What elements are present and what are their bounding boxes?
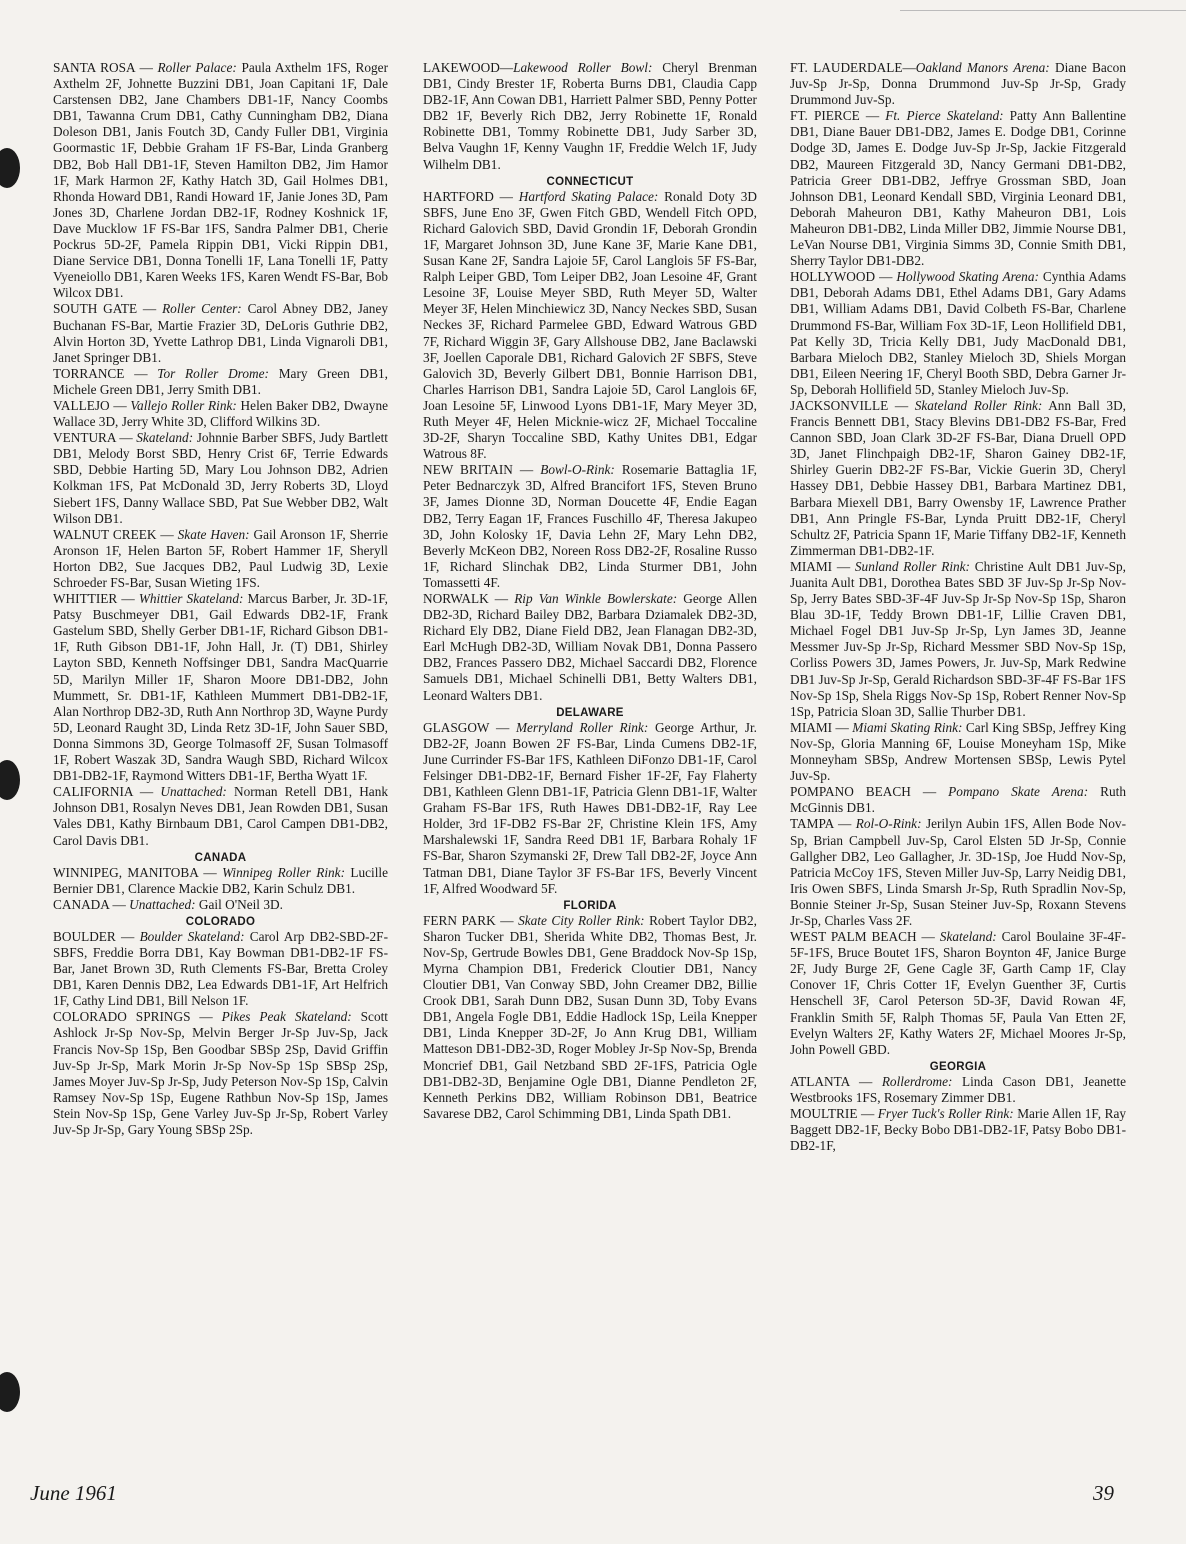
skater-list: Robert Taylor DB2, Sharon Tucker DB1, Sherida White DB2, Thomas Best, Jr. Nov-Sp, Gertrude Bowles DB1, Gene Braddock Nov-Sp 1Sp, Myrna Champion DB1, Frederick Cloutier DB1, Nancy Cloutier DB1, Van Conway SBD, John Creamer DB2, Billie Crook DB1, Sarah Dunn DB2, Susan Dunn 3D, Toby Evans DB1, Angela Fogle DB1, Eddie Hadlock 1Sp, Leila Knepper DB1, Linda Knepper 3D-2F, Jo Ann Krug DB1, William Matteson DB1-DB2-3D, Roger Mobley Jr-Sp Nov-Sp, Brenda Moncrief DB1, Gail Netzband SBD 2F-1FS, Patricia Ogle DB1-DB2-3D, Benjamine Ogle DB1, Dianne Pendleton 2F, Kenneth Perkins DB2, William Robinson DB1, Beatrice Savarese DB2, Carol Schimming DB1, Linda Spath DB1.	[423, 912, 757, 1121]
skater-list: Rosemarie Battaglia 1F, Peter Bednarczyk 3D, Alfred Brancifort 1FS, Steven Bruno 3F, James Dionne 3D, Norman Doucette 4F, Endie Eagan DB2, Terry Eagan 1F, Frances Fuschillo 4F, Theresa Jakupeo 3D, John Kolosky 1F, Davia Lehn 2F, Mary Lehn DB2, Beverly McKeon DB2, Noreen Ross DB2-2F, Rosaline Russo 1F, Richard Slinchak DB2, Linda Sturmer DB1, John Tomassetti 4F.	[423, 462, 757, 590]
skater-list: George Arthur, Jr. DB2-2F, Joann Bowen 2F FS-Bar, Linda Cumens DB2-1F, June Currinder FS-Bar 1FS, Kathleen DiFonzo DB1-1F, Carol Felsinger DB1-DB2-1F, Bernard Fisher 1F-2F, Fay Flaherty DB1, Kathleen Glenn DB1-1F, Patricia Glenn DB1-1F, Walter Graham FS-Bar 1FS, Ruth Hawes DB1-DB2-1F, Ray Lee Holder, 3rd 1F-DB2 FS-Bar 2F, Christine Klein 1FS, Amy Marshalewski 1F, Sandra Reed DB1 1F, Barbara Rohaly 1F FS-Bar, Sharon Szymanski 2F, Drew Tall DB2-2F, Joyce Ann Tatman DB1, Diane Taylor 3F FS-Bar 1FS, Beverly Vincent 1F, Alfred Woodward 5F.	[423, 719, 757, 896]
skater-list: Christine Ault DB1 Juv-Sp, Juanita Ault DB1, Dorothea Bates SBD 3F Juv-Sp Jr-Sp Nov-Sp, Jerry Bates SBD-3F-4F Juv-Sp Jr-Sp Nov-Sp 1Sp, Sharon Blau 3D-1F, Teddy Brown DB1-1F, Lillie Craven DB1, Michael Fogel DB1 Juv-Sp Jr-Sp, Lyn James 3D, Jeanne Messmer Juv-Sp Jr-Sp, Richard Messmer SBD Nov-Sp 1Sp, Corliss Powers 3D, James Powers, Jr. Juv-Sp, Mark Redwine DB1 Juv-Sp Jr-Sp, Gerald Richardson SBD-3F-4F FS-Bar 1FS Nov-Sp 1Sp, Shela Riggs Nov-Sp 1Sp, Robert Renner Nov-Sp 1Sp, Patricia Sloan 3D, Sallie Thurber DB1.	[790, 558, 1127, 719]
rink-name: Hartford Skating Palace:	[518, 188, 659, 204]
city-entry	[790, 559, 1126, 720]
rink-name: Rollerdrome:	[881, 1073, 953, 1089]
city-name: TAMPA —	[790, 816, 856, 832]
top-edge-line	[900, 0, 1186, 11]
skater-list: Scott Ashlock Jr-Sp Nov-Sp, Melvin Berger Jr-Sp Juv-Sp, Jack Francis Nov-Sp 1Sp, Ben Goodbar SBSp 2Sp, David Griffin Juv-Sp Jr-Sp, Mark Morin Jr-Sp Nov-Sp 1Sp SBSp 2Sp, James Moyer Juv-Sp Jr-Sp, Judy Peterson Nov-Sp 1Sp, Calvin Ramsey Nov-Sp 1Sp, Eugene Rathbun Nov-Sp 1Sp, James Stein Nov-Sp 1Sp, Gene Varley Juv-Sp Jr-Sp, Robert Varley Juv-Sp Jr-Sp, Gary Young SBSp 2Sp.	[53, 1009, 388, 1137]
city-entry	[53, 366, 388, 398]
skater-list: Gail O'Neil 3D.	[195, 896, 283, 912]
rink-name: Skate City Roller Rink:	[518, 912, 645, 928]
city-name: CANADA —	[53, 896, 130, 912]
binder-hole-icon	[0, 148, 20, 188]
rink-name: Skateland Roller Rink:	[914, 397, 1043, 413]
city-name: LAKEWOOD—	[423, 60, 514, 75]
skater-list: George Allen DB2-3D, Richard Bailey DB2, Barbara Dziamalek DB2-3D, Richard Ely DB2, Diane Field DB2, Jean Flanagan DB2-3D, Earl McHugh DB2-3D, William Novak DB1, Donna Passero DB2, Frances Passero DB2, Michael Saccardi DB2, Florence Samuels DB1, Michael Schinelli DB1, Betty Walters DB1, Leonard Walters DB1.	[423, 591, 757, 703]
column-2	[423, 60, 757, 1122]
rink-name: Vallejo Roller Rink:	[130, 397, 237, 413]
city-name: VENTURA —	[53, 430, 137, 446]
skater-list: Carl King SBSp, Jeffrey King Nov-Sp, Gloria Manning 6F, Louise Moneyham 1Sp, Mike Monneyham SBSp, Andrew Mortensen SBSp, Lewis Pytel Juv-Sp.	[790, 719, 1126, 784]
city-name: FT. LAUDERDALE—	[790, 60, 916, 75]
rink-name: Unattached:	[160, 784, 227, 800]
skater-list: Gail Aronson 1F, Sherrie Aronson 1F, Helen Barton 5F, Robert Hammer 1F, Sheryll Horton DB2, Sue Jacques DB2, Paul Ludwig 3D, Lexie Schroeder FS-Bar, Susan Wieting 1FS.	[53, 526, 389, 590]
city-entry	[53, 430, 388, 527]
rink-name: Roller Palace:	[157, 60, 237, 75]
skater-list: Jerilyn Aubin 1FS, Allen Bode Nov-Sp, Brian Campbell Juv-Sp, Carol Elsten 5D Jr-Sp, Connie Gallgher DB2, Leo Gallagher, Jr. 3D-1Sp, Joe Hudd Nov-Sp, Patricia McCoy 1FS, Steven Miller Juv-Sp, Larry Neidig DB1, Iris Owen SBFS, Linda Smarsh Jr-Sp, Ruth Spradlin Nov-Sp, Bonnie Steiner Jr-Sp, Susan Steiner Juv-Sp, Roxann Stevens Jr-Sp, Charles Vass 2F.	[790, 816, 1126, 928]
skater-list: Mary Green DB1, Michele Green DB1, Jerry Smith DB1.	[53, 365, 388, 397]
rink-name: Rol-O-Rink:	[855, 816, 922, 832]
skater-list: Carol Abney DB2, Janey Buchanan FS-Bar, Martie Frazier 3D, DeLoris Guthrie DB2, Alvin Horton 3D, Yvette Lathrop DB1, Linda Vignaroli DB1, Janet Springer DB1.	[53, 301, 388, 365]
city-entry	[790, 1074, 1126, 1106]
skater-list: Ronald Doty 3D SBFS, June Eno 3F, Gwen Fitch GBD, Wendell Fitch OPD, Richard Galovich SBD, David Grondin 1F, Deborah Grondin 1F, Margaret Johnson 3D, June Kane 3F, Marie Kane DB1, Susan Kane 2F, Sandra Lajoie 5F, Carol Langlois 5F FS-Bar, Ralph Leiper GBD, Tom Leiper DB2, Joan Lesoine 4F, Grant Lesoine 3F, Louise Meyer SBD, Ruth Meyer 5D, Walter Meyer 3F, Helen Minchiewicz 3D, Nancy Neckes SBD, Susan Neckes 3F, Richard Parmelee GBD, Edward Watrous GBD 7F, Richard Wiggin 3F, Gary Allshouse DB2, Jane Baclawski 3F, Joellen Caporale DB1, Richard Galovich 2F SBFS, Steve Galovich 3D, Beverly Gilbert DB1, Bonnie Harrison DB1, Charles Harrison DB1, Sandra Lajoie 5D, Carol Langlois 6F, Joan Lesoine 5F, Linwood Lyons DB1-1F, Mary Meyer 3D, Ruth Meyer 4F, Helen Micknie-wicz 2F, Michael Toccaline 3D-2F, Sharyn Toccaline SBD, Kathy Unites DB1, Edgar Watrous 8F.	[423, 188, 757, 462]
city-name: VALLEJO —	[53, 397, 131, 413]
rink-name: Bowl-O-Rink:	[540, 462, 615, 478]
skater-list: Paula Axthelm 1FS, Roger Axthelm 2F, Johnette Buzzini DB1, Joan Capitani 1F, Dale Carstensen DB2, Jane Chambers DB1-1F, Nancy Coombs DB1, Tawanna Crum DB1, Cathy Cunningham DB2, Diana Doleson DB1, Janis Foutch 3D, Candy Fuller DB1, Virginia Goormastic 1F, Debbie Graham 1F FS-Bar, Linda Granberg DB2, Bob Hall DB1-1F, Steven Hamilton DB2, Jim Hamor 1F, Mark Harmon 2F, Kathy Hatch 3D, Gail Holmes DB1, Rhonda Howard DB1, Randi Howard 1F, Janie Jones 3D, Pam Jones 3D, Charlene Jordan DB2-1F, Rodney Koshnick 1F, Dave Mucklow 1F FS-Bar 1FS, Sandra Palmer DB1, Cherie Pockrus 5D-2F, Pamela Rippin DB1, Vicki Rippin DB1, Diane Service DB1, Donna Tonelli 1F, Lana Tonelli 1F, Patty Vyeneiollo DB1, Karen Weeks 1FS, Karen Wendt FS-Bar, Bob Wilcox DB1.	[53, 60, 389, 301]
city-name: COLORADO SPRINGS —	[53, 1009, 222, 1025]
city-entry	[790, 60, 1126, 108]
city-name: HARTFORD —	[423, 188, 519, 204]
city-entry	[790, 816, 1126, 929]
city-name: NORWALK —	[423, 591, 515, 606]
city-entry	[53, 897, 388, 913]
skater-list: Johnnie Barber SBFS, Judy Bartlett DB1, Melody Borst SBD, Henry Crist 6F, Terrie Edwards SBD, Debbie Harting 5D, Mary Lou Johnson DB2, Adrien Kolkman 1FS, Pat McDonald 3D, Jerry Roberts 3D, Lloyd Siebert 1FS, Danny Wallace SBD, Pat Sue Webber DB2, Walt Wilson DB1.	[53, 430, 388, 526]
city-entry	[53, 527, 388, 591]
skater-list: Ruth McGinnis DB1.	[790, 784, 1127, 816]
rink-name: Fryer Tuck's Roller Rink:	[877, 1106, 1014, 1121]
skater-list: Linda Cason DB1, Jeanette Westbrooks 1FS, Rosemary Zimmer DB1.	[790, 1073, 1126, 1105]
city-entry	[790, 929, 1126, 1058]
city-name: TORRANCE —	[53, 365, 158, 381]
city-name: WHITTIER —	[53, 591, 139, 607]
skater-list: Patty Ann Ballentine DB1, Diane Bauer DB1-DB2, James E. Dodge DB1, Corinne Dodge 3D, James E. Dodge Juv-Sp Jr-Sp, Jackie Fitzgerald DB2, Maureen Fitzgerald 3D, Nancy Germani DB1-DB2, Patricia Greer DB1-DB2, Jeffrye Grossman SBD, Joan Johnson DB1, Leonard Kendall SBD, Virginia Leonard DB1, Deborah Maheuron DB1, Kathy Maheuron DB1, Lois Maheuron DB1-DB2, Linda Miller DB2, Jimmie Nourse DB1, LeVan Nourse DB1, Virginia Simms 3D, Connie Smith DB1, Sherry Taylor DB1-DB2.	[790, 108, 1126, 269]
city-name: POMPANO BEACH —	[790, 784, 949, 800]
rink-name: Oakland Manors Arena:	[915, 60, 1050, 75]
skater-list: Cynthia Adams DB1, Deborah Adams DB1, Ethel Adams DB1, Gary Adams DB1, William Adams DB1, David Colbeth FS-Bar, Charlene Drummond FS-Bar, William Fox 3D-1F, Leon Hollifield DB1, Pat Kelly 3D, Tricia Kelly DB1, Judy MacDonald DB1, Barbara Mieloch DB2, Stanley Mieloch 3D, Shiels Morgan DB1, Eileen Neering 1F, Cheryl Booth SBD, Debra Garner Jr-Sp, Deborah Hollifield 5D, Stanley Mieloch Juv-Sp.	[790, 269, 1126, 397]
skater-list: Cheryl Brenman DB1, Cindy Brester 1F, Roberta Burns DB1, Claudia Capp DB2-1F, Ann Cowan DB1, Harriett Palmer SBD, Penny Potter DB2 1F, Beverly Rich DB2, Jerry Robinette 1F, Ronald Robinette DB1, Tommy Robinette DB1, Judy Sarber 3D, Belva Vaughn 1F, Kenny Vaughn 1F, Freddie Welch 1F, Judy Wilhelm DB1.	[423, 60, 757, 172]
city-name: BOULDER —	[53, 928, 140, 944]
rink-name: Hollywood Skating Arena:	[896, 269, 1039, 285]
rink-name: Miami Skating Rink:	[852, 719, 963, 735]
city-name: MOULTRIE —	[790, 1106, 878, 1121]
skater-list: Lucille Bernier DB1, Clarence Mackie DB2, Karin Schulz DB1.	[53, 864, 388, 896]
rink-name: Lakewood Roller Bowl:	[513, 60, 653, 75]
rink-name: Pikes Peak Skateland:	[221, 1009, 352, 1025]
skater-list: Marcus Barber, Jr. 3D-1F, Patsy Buschmeyer DB1, Gail Edwards DB2-1F, Frank Gastelum SBD, Shelly Gerber DB1-1F, Richard Gibson DB1-1F, Ruth Gibson DB1-1F, John Hall, Jr. (T) DB1, Shirley Layton SBD, Kenneth Noffsinger DB1, Sandra MacQuarrie 5D, Marilyn Miller 1F, Sharon Moore DB1-DB2, John Mummett, Sr. DB1-1F, Kathleen Mummert DB1-DB2-1F, Alan Northrop DB2-3D, Ruth Ann Northrop 3D, Wayne Purdy 5D, Leonard Raught 3D, Linda Retz 3D-1F, John Sauer SBD, Donna Simmons 3D, George Tolmasoff 2F, Susan Tolmasoff 1F, Robert Waszak 3D, Sandra Waugh SBD, Richard Wilcox DB1-DB2-1F, Raymond Witters DB1-1F, Bertha Wyatt 1F.	[53, 591, 388, 784]
city-entry	[790, 1106, 1126, 1154]
skater-list: Ann Ball 3D, Francis Bennett DB1, Stacy Blevins DB1-DB2 FS-Bar, Fred Cannon SBD, Joan Clark 3D-2F FS-Bar, Diana Druell OPD 3D, Janet Flinchpaigh DB2-1F, Sharon Gainey DB2-1F, Shirley Guerin DB2-2F FS-Bar, Vickie Guerin 3D, Cheryl Hassey DB1, Debbie Hassey DB1, Barbara Martinez DB1, Barbara Miexell DB1, Barry Owensby 1F, Lawrence Prather DB1, Ann Pringle FS-Bar, Lynda Pruitt DB2-1F, Cheryl Schultz 2F, Patricia Spann 1F, Marie Tiffany DB2-1F, Kenneth Zimmerman DB1-DB2-1F.	[790, 397, 1127, 558]
city-entry	[53, 301, 388, 365]
city-name: ATLANTA —	[790, 1073, 882, 1089]
rink-name: Skateland:	[136, 430, 194, 446]
rink-name: Ft. Pierce Skateland:	[885, 108, 1004, 124]
issue-date: June 1961	[30, 1481, 117, 1505]
city-entry	[53, 591, 388, 784]
city-entry	[53, 1009, 388, 1138]
column-1	[53, 60, 388, 1138]
binder-hole-icon	[0, 760, 20, 800]
city-entry	[423, 60, 757, 173]
skater-list: Norman Retell DB1, Hank Johnson DB1, Rosalyn Neves DB1, Jean Rowden DB1, Susan Vales DB1, Kathy Birnbaum DB1, Carol Campen DB1-DB2, Carol Davis DB1.	[53, 784, 388, 848]
city-entry	[423, 189, 757, 463]
skater-list: Carol Boulaine 3F-4F-5F-1FS, Bruce Boutet 1FS, Sharon Boynton 4F, Janice Burge 2F, Judy Burge 2F, Gene Cagle 3F, Garth Camp 1F, Clay Conover 1F, Chris Cotter 1F, Evelyn Guenther 3F, Curtis Henschell 3F, Carol Peterson 5D-3F, David Rowan 4F, Franklin Smith 5F, Ralph Thomas 5F, Paula Van Etten 2F, Evelyn Walters 2F, Kathy Waters 2F, Michael Moores Jr-Sp, John Powell GBD.	[790, 929, 1126, 1057]
city-name: FT. PIERCE —	[790, 108, 886, 124]
state-heading: FLORIDA	[563, 899, 617, 912]
rink-name: Unattached:	[129, 896, 196, 912]
rink-name: Skate Haven:	[177, 526, 250, 542]
binder-hole-icon	[0, 1372, 20, 1412]
rink-name: Winnipeg Roller Rink:	[222, 864, 345, 880]
city-entry	[790, 720, 1126, 784]
city-entry	[53, 929, 388, 1009]
city-name: SOUTH GATE —	[53, 301, 163, 317]
city-name: CALIFORNIA —	[53, 784, 161, 800]
state-heading: CONNECTICUT	[546, 175, 634, 188]
city-entry	[423, 913, 757, 1122]
city-name: WEST PALM BEACH —	[790, 929, 940, 945]
skater-list: Diane Bacon Juv-Sp Jr-Sp, Donna Drummond Juv-Sp Jr-Sp, Grady Drummond Juv-Sp.	[790, 60, 1126, 108]
city-entry	[423, 720, 757, 897]
city-name: WALNUT CREEK —	[53, 526, 178, 542]
city-name: MIAMI —	[790, 719, 853, 735]
rink-name: Pompano Skate Arena:	[948, 784, 1089, 800]
city-entry	[53, 60, 388, 301]
city-name: HOLLYWOOD —	[790, 269, 897, 285]
city-name: MIAMI —	[790, 558, 855, 574]
skater-list: Helen Baker DB2, Dwayne Wallace 3D, Jerry White 3D, Clifford Wilkins 3D.	[53, 397, 388, 430]
rink-name: Roller Center:	[162, 301, 242, 317]
city-name: NEW BRITAIN —	[423, 462, 541, 478]
state-heading: DELAWARE	[556, 706, 624, 719]
rink-name: Whittier Skateland:	[138, 591, 244, 607]
state-heading: CANADA	[194, 851, 247, 864]
rink-name: Boulder Skateland:	[139, 928, 245, 944]
rink-name: Rip Van Winkle Bowlerskate:	[514, 591, 678, 606]
state-heading: COLORADO	[185, 915, 256, 928]
skater-list: Marie Allen 1F, Ray Baggett DB2-1F, Becky Bobo DB1-DB2-1F, Patsy Bobo DB1-DB2-1F,	[790, 1106, 1126, 1154]
rink-name: Skateland:	[939, 929, 997, 945]
city-name: SANTA ROSA —	[53, 60, 158, 75]
rink-name: Sunland Roller Rink:	[854, 558, 970, 574]
city-entry	[790, 398, 1126, 559]
city-entry	[423, 591, 757, 704]
city-name: WINNIPEG, MANITOBA —	[53, 864, 223, 880]
city-name: FERN PARK —	[423, 912, 519, 928]
city-name: JACKSONVILLE —	[790, 397, 915, 413]
city-entry	[790, 784, 1126, 816]
city-name: GLASGOW —	[423, 719, 516, 735]
skater-list: Carol Arp DB2-SBD-2F-SBFS, Freddie Borra DB1, Kay Bowman DB1-DB2-1F FS-Bar, Janet Brown 3D, Ruth Clements FS-Bar, Bretta Croley DB1, Karen Dennis DB2, Lea Edwards DB1-1F, Art Helfrich 1F, Cathy Lind DB1, Bill Nelson 1F.	[53, 928, 388, 1009]
state-heading: GEORGIA	[929, 1060, 987, 1073]
rink-name: Merryland Roller Rink:	[515, 719, 649, 735]
city-entry	[53, 398, 388, 430]
city-entry	[790, 108, 1126, 269]
page-number: 39	[1093, 1481, 1114, 1505]
city-entry	[423, 462, 757, 591]
column-3	[790, 60, 1126, 1154]
city-entry	[53, 865, 388, 897]
rink-name: Tor Roller Drome:	[157, 365, 269, 381]
city-entry	[53, 784, 388, 848]
city-entry	[790, 269, 1126, 398]
